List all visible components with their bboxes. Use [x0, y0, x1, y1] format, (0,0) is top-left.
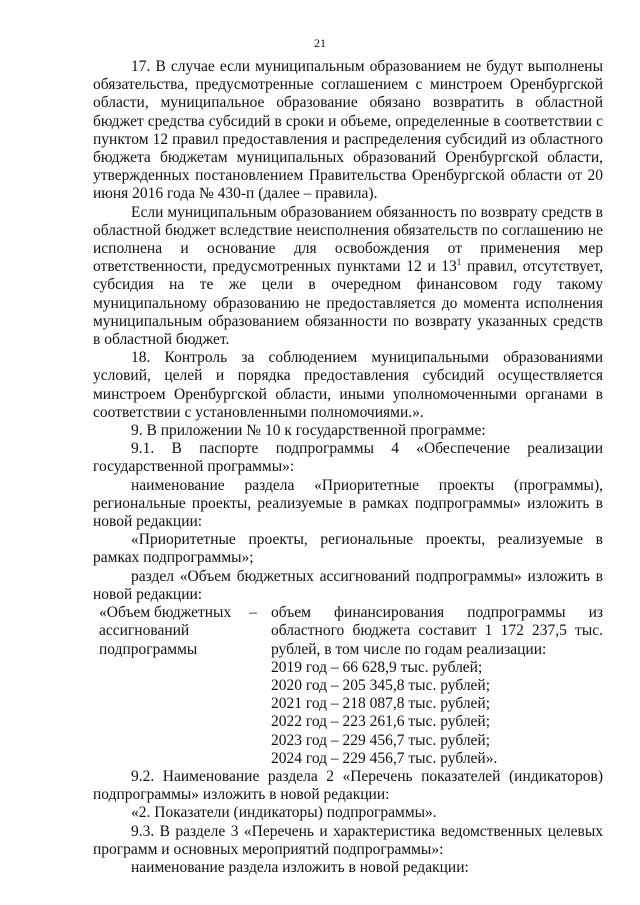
- paragraph-item-9-2: 9.2. Наименование раздела 2 «Перечень показателей (индикаторов) подпрограммы» изложить в новой редакции:: [93, 767, 603, 804]
- paragraph-refund-text-start: Если муниципальным образованием обязанность по возврату средств в областной бюджет вследствие неисполнения обязательств по соглашению не исполнена и основание для освобождения от применения мер ответственности, предусмотренных пунктами 12 и 13: [93, 203, 603, 276]
- paragraph-refund-text-end: правил, отсутствует, субсидия на те же цели в очередном финансовом году такому муниципальному образованию не предоставляется до момента исполнения муниципальным образованием обязанности по возврату указанных средств в областной бюджет.: [93, 258, 603, 349]
- paragraph-new-indicators-name: «2. Показатели (индикаторы) подпрограммы».: [131, 804, 437, 822]
- budget-details: [271, 604, 603, 768]
- budget-year-item: 2019 год – 66 628,9 тыс. рублей;: [271, 658, 483, 676]
- document-body: [93, 58, 603, 877]
- paragraph-new-section-name: «Приоритетные проекты, региональные проекты, реализуемые в рамках подпрограммы»;: [93, 531, 603, 567]
- paragraph-item-18: 18. Контроль за соблюдением муниципальными образованиями условий, целей и порядка предоставления субсидий осуществляется минстроем Оренбургской области, иными уполномоченными органами в соответствии с установленными полномочиями.».: [93, 349, 603, 421]
- paragraph-item-9-3: 9.3. В разделе 3 «Перечень и характеристика ведомственных целевых программ и основных мероприятий подпрограммы»:: [93, 822, 603, 858]
- paragraph-section-name-new-edition: наименование раздела изложить в новой редакции:: [131, 858, 469, 876]
- budget-description: объем финансирования подпрограммы из областного бюджета составит 1 172 237,5 тыс. рублей, в том числе по годам реализации:: [271, 604, 603, 658]
- paragraph-item-9: 9. В приложении № 10 к государственной программе:: [131, 422, 486, 440]
- budget-year-item: 2024 год – 229 456,7 тыс. рублей».: [271, 749, 498, 767]
- paragraph-budget-section-change: раздел «Объем бюджетных ассигнований подпрограммы» изложить в новой редакции:: [93, 567, 603, 603]
- paragraph-refund-obligation: [93, 204, 603, 350]
- budget-year-item: 2023 год – 229 456,7 тыс. рублей;: [271, 731, 491, 749]
- paragraph-section-name-change: наименование раздела «Приоритетные проекты (программы), региональные проекты, реализуемые в рамках подпрограммы» изложить в новой редакции:: [93, 476, 603, 531]
- budget-year-item: 2022 год – 223 261,6 тыс. рублей;: [271, 713, 491, 731]
- superscript-1: 1: [456, 257, 462, 268]
- paragraph-item-9-1: 9.1. В паспорте подпрограммы 4 «Обеспечение реализации государственной программы»:: [93, 440, 603, 476]
- budget-years-list: [271, 659, 603, 768]
- budget-year-item: 2020 год – 205 345,8 тыс. рублей;: [271, 676, 491, 694]
- budget-label: «Объем бюджетных ассигнований подпрограммы: [99, 604, 232, 658]
- paragraph-item-17: 17. В случае если муниципальным образованием не будут выполнены обязательства, предусмотренные соглашением с минстроем Оренбургской области, муниципальное образование обязано возвратить в областной бюджет средства субсидий в сроки и объеме, определенные в соответствии с пунктом 12 правил предоставления и распределения субсидий из областного бюджета бюджетам муниципальных образований Оренбургской области, утвержденных постановлением Правительства Оренбургской области от 20 июня 2016 года № 430-п (далее – правила).: [93, 58, 603, 203]
- budget-allocation-block: [93, 604, 603, 768]
- budget-year-item: 2021 год – 218 087,8 тыс. рублей;: [271, 695, 491, 713]
- page-number: 21: [314, 36, 326, 50]
- budget-dash: –: [249, 604, 257, 622]
